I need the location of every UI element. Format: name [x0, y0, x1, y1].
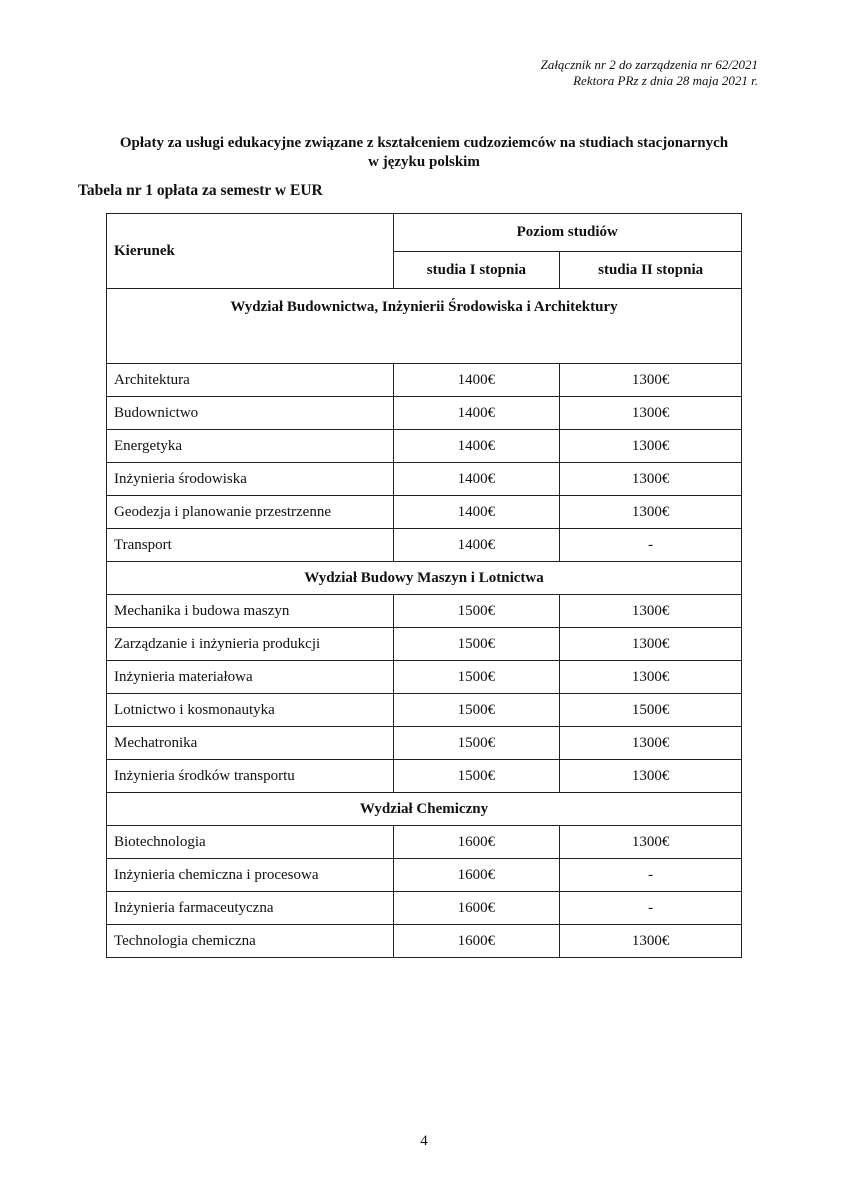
course-name-cell: Zarządzanie i inżynieria produkcji [107, 628, 394, 661]
course-name-cell: Technologia chemiczna [107, 925, 394, 958]
column-header-level-1: studia I stopnia [393, 252, 560, 289]
course-name-cell: Inżynieria środków transportu [107, 760, 394, 793]
course-name-cell: Energetyka [107, 430, 394, 463]
level-2-fee-cell: 1300€ [560, 760, 742, 793]
annex-line-2: Rektora PRz z dnia 28 maja 2021 r. [573, 73, 758, 88]
table-caption: Tabela nr 1 opłata za semestr w EUR [78, 182, 323, 199]
table-row [107, 397, 742, 430]
table-row [107, 727, 742, 760]
level-2-fee-cell: - [560, 859, 742, 892]
level-2-fee-cell: 1300€ [560, 628, 742, 661]
table-row [107, 463, 742, 496]
level-1-fee-cell: 1400€ [393, 397, 560, 430]
level-1-fee-cell: 1400€ [393, 364, 560, 397]
faculty-name: Wydział Chemiczny [107, 793, 742, 826]
level-2-fee-cell: 1300€ [560, 364, 742, 397]
course-name-cell: Biotechnologia [107, 826, 394, 859]
level-1-fee-cell: 1600€ [393, 925, 560, 958]
table-row [107, 661, 742, 694]
level-1-fee-cell: 1500€ [393, 694, 560, 727]
annex-line-1: Załącznik nr 2 do zarządzenia nr 62/2021 [540, 57, 758, 72]
level-2-fee-cell: 1300€ [560, 496, 742, 529]
level-2-fee-cell: - [560, 892, 742, 925]
table-row [107, 826, 742, 859]
fees-table-body [107, 289, 742, 958]
course-name-cell: Transport [107, 529, 394, 562]
level-1-fee-cell: 1400€ [393, 463, 560, 496]
level-1-fee-cell: 1500€ [393, 727, 560, 760]
fees-table [106, 213, 742, 958]
level-2-fee-cell: 1300€ [560, 430, 742, 463]
level-2-fee-cell: 1500€ [560, 694, 742, 727]
table-row [107, 595, 742, 628]
column-header-kierunek: Kierunek [107, 214, 394, 289]
level-1-fee-cell: 1500€ [393, 628, 560, 661]
table-row [107, 760, 742, 793]
faculty-name: Wydział Budowy Maszyn i Lotnictwa [107, 562, 742, 595]
column-header-poziom: Poziom studiów [393, 214, 741, 252]
level-2-fee-cell: - [560, 529, 742, 562]
course-name-cell: Mechanika i budowa maszyn [107, 595, 394, 628]
course-name-cell: Inżynieria materiałowa [107, 661, 394, 694]
level-1-fee-cell: 1400€ [393, 430, 560, 463]
level-1-fee-cell: 1600€ [393, 892, 560, 925]
faculty-name: Wydział Budownictwa, Inżynierii Środowiska i Architektury [107, 289, 742, 364]
table-row [107, 496, 742, 529]
level-2-fee-cell: 1300€ [560, 727, 742, 760]
level-1-fee-cell: 1600€ [393, 859, 560, 892]
level-2-fee-cell: 1300€ [560, 925, 742, 958]
level-1-fee-cell: 1500€ [393, 760, 560, 793]
table-row [107, 694, 742, 727]
table-row [107, 892, 742, 925]
table-row [107, 859, 742, 892]
course-name-cell: Inżynieria farmaceutyczna [107, 892, 394, 925]
annex-note [541, 57, 758, 89]
course-name-cell: Lotnictwo i kosmonautyka [107, 694, 394, 727]
level-2-fee-cell: 1300€ [560, 595, 742, 628]
document-title-line-2: w języku polskim [368, 154, 480, 170]
table-row [107, 628, 742, 661]
column-header-level-2: studia II stopnia [560, 252, 742, 289]
table-row [107, 925, 742, 958]
table-row [107, 364, 742, 397]
table-row [107, 529, 742, 562]
course-name-cell: Mechatronika [107, 727, 394, 760]
level-1-fee-cell: 1500€ [393, 661, 560, 694]
faculty-row [107, 289, 742, 364]
table-row [107, 430, 742, 463]
course-name-cell: Budownictwo [107, 397, 394, 430]
course-name-cell: Geodezja i planowanie przestrzenne [107, 496, 394, 529]
level-1-fee-cell: 1400€ [393, 529, 560, 562]
course-name-cell: Inżynieria środowiska [107, 463, 394, 496]
faculty-row [107, 793, 742, 826]
document-title [60, 134, 788, 172]
level-1-fee-cell: 1600€ [393, 826, 560, 859]
page-number: 4 [420, 1133, 428, 1149]
level-1-fee-cell: 1500€ [393, 595, 560, 628]
level-2-fee-cell: 1300€ [560, 463, 742, 496]
document-title-line-1: Opłaty za usługi edukacyjne związane z kształceniem cudzoziemców na studiach stacjonarnych [119, 135, 729, 151]
level-2-fee-cell: 1300€ [560, 661, 742, 694]
faculty-row [107, 562, 742, 595]
course-name-cell: Architektura [107, 364, 394, 397]
level-1-fee-cell: 1400€ [393, 496, 560, 529]
course-name-cell: Inżynieria chemiczna i procesowa [107, 859, 394, 892]
level-2-fee-cell: 1300€ [560, 397, 742, 430]
level-2-fee-cell: 1300€ [560, 826, 742, 859]
